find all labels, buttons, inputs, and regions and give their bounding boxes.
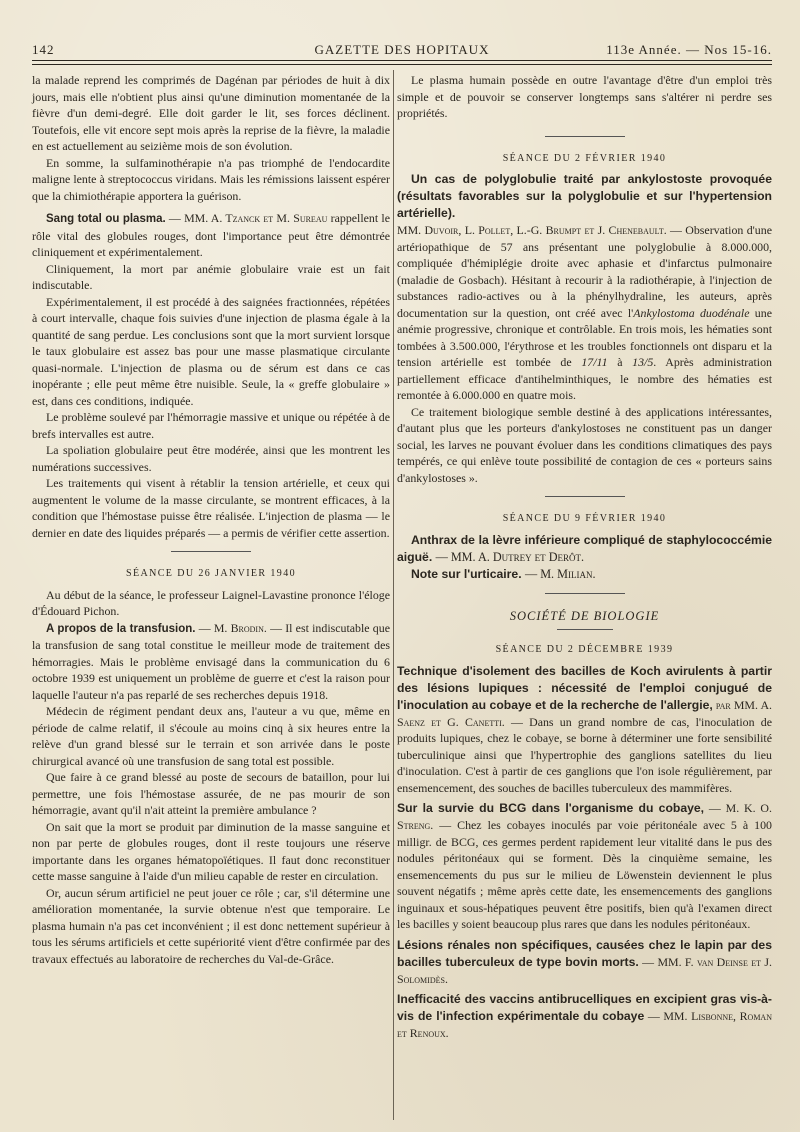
section-separator: [545, 136, 625, 137]
article-title: Inefficacité des vaccins antibrucelliques en excipient gras vis-à-vis de l'infection expérimentale du cobaye: [397, 992, 772, 1023]
society-rule: [557, 629, 613, 630]
seance-heading: SÉANCE DU 26 JANVIER 1940: [126, 568, 296, 579]
section-separator: [545, 496, 625, 497]
article-authors: — MM. A. Dutrey et Derôt.: [435, 549, 585, 564]
article-title: Sur la survie du BCG dans l'organisme du cobaye,: [397, 801, 705, 815]
section-separator: [545, 593, 625, 594]
seance-heading: SÉANCE DU 9 FÉVRIER 1940: [502, 513, 667, 524]
article-title: Technique d'isolement des bacilles de Koch avirulents à partir des lésions lupiques : nécessité de l'emploi conjugué de l'inoculation au cobaye et de la recherche de l'allergie,: [397, 663, 772, 712]
article-title: Note sur l'urticaire.: [411, 566, 522, 581]
paragraph: Les traitements qui visent à rétablir la tension artérielle, et ceux qui augmentent le volume de la masse circulante, se montrent efficaces, à la condition que l'hémostase puisse être réalisée. L'injection de plasma — le dernier en date des liquides préparés — a permis de vérifier cette assertion.: [32, 476, 390, 540]
article-body: — Chez les cobayes inoculés par voie péritonéale avec 5 à 100 milligr. de BCG, ces germes perdent rapidement leur vitalité dans le pus des nodules péritonéaux qui se forment. Dès la cinquième semaine, les ensemencements du pus sur le milieu de Löwenstein deviennent le plus souvent négatifs ; même après cette date, les ensemencements des ganglions inguinaux et sous-hépatiques peuvent être positifs, bien qu'à l'examen direct les bacilles y soient beaucoup plus rares que dans les nodules péritonéaux.: [397, 818, 772, 931]
article-urticaire: [397, 566, 772, 583]
article-authors: — M. K. O. Streng.: [397, 801, 772, 832]
seance-heading: SÉANCE DU 2 FÉVRIER 1940: [502, 152, 667, 164]
body-text: — Observation d'une artériopathique de 57 ans présentant une polyglobulie à 8.000.000, compliquée d'hémiplégie droite avec aphasie et d'infarctus pulmonaire (maladie de Gosbach). Hésitant à recourir à la radiothérapie, à l'injection de substances radio-actives ou à la phénylhydraline, les auteurs, après documentation sur la question, ont créé avec l': [397, 223, 772, 320]
paragraph: On sait que la mort se produit par diminution de la masse sanguine et non par perte de globules rouges, dont il reste toujours une réserve importante dans les organes hématopoïétiques. Il faut donc reconstituer cette masse sanguine à l'aide d'un milieu capable de rester en circulation.: [32, 819, 390, 883]
right-column: [397, 72, 772, 1042]
article-title: Sang total ou plasma.: [46, 213, 166, 225]
tension-before: 17/11: [581, 355, 608, 369]
article-anthrax: [397, 532, 772, 566]
article-title: Anthrax de la lèvre inférieure compliqué de staphylococcémie aiguë.: [397, 532, 772, 564]
article-body: — Dans un grand nombre de cas, l'inoculation de produits lupiques, chez le cobaye, se borne à déterminer une forte sensibilité tuberculinique ainsi que l'hypertrophie des ganglions satellites du lieu d'inoculation. C'est à partir de ces ganglions que l'on isole régulièrement, par ensemencement, des souches de bacilles tuberculeux des mammifères.: [397, 714, 772, 795]
article-authors: par MM. A. Saenz et G. Canetti.: [397, 697, 773, 729]
article-intro: rappellent le rôle vital des globules rouges, dont l'importance peut être démontrée cliniquement et expérimentalement.: [32, 211, 391, 259]
paragraph: Le problème soulevé par l'hémorragie massive et unique ou répétée à de brefs intervalles est autre.: [32, 410, 390, 441]
article-vaccins: [397, 991, 772, 1042]
left-column: [32, 72, 390, 967]
issue-number: 113e Année. — Nos 15-16.: [606, 42, 772, 57]
seance-heading: SÉANCE DU 2 DÉCEMBRE 1939: [495, 644, 674, 655]
body-text: . Après administration partiellement efficace d'antihelminthiques, le nombre des hématies est remontée à 6.000.000 en quatre mois.: [397, 355, 773, 402]
paragraph: Que faire à ce grand blessé au poste de secours de bataillon, pour lui permettre, une fois l'hémostase assurée, de ne pas mourir de son hémorragie, avant qu'il n'ait atteint la première ambulance ?: [32, 770, 390, 817]
article-sang-total: Sang total ou plasma. — MM. A. Tzanck et M. Sureau rappellent le rôle vital des globules rouges, dont l'importance peut être démontrée cliniquement et expérimentalement.: [32, 211, 391, 259]
paragraph: Au début de la séance, le professeur Laignel-Lavastine prononce l'éloge d'Édouard Pichon.: [32, 587, 390, 618]
paragraph: En somme, la sulfaminothérapie n'a pas triomphé de l'endocardite maligne lente à streptococcus viridans. Mais les rémissions laissent espérer que la chimiothérapie apportera la guérison.: [32, 155, 390, 203]
article-title: A propos de la transfusion.: [46, 622, 196, 635]
article-title: Lésions rénales non spécifiques, causées chez le lapin par des bacilles tuberculeux de type bovin morts.: [397, 937, 772, 969]
article-authors: — M. Milian.: [524, 566, 596, 581]
article-authors: — MM. Lisbonne, Roman et Renoux.: [397, 1009, 772, 1040]
article-authors: M. Brodin.: [213, 620, 267, 635]
paragraph: Expérimentalement, il est procédé à des saignées fractionnées, répétées à court intervalle, chaque fois suivies d'une injection de plasma égale à la quantité de sang perdue. Les conclusions sont que la mort survient lorsque le taux globulaire est assez bas pour une masse plasmatique circulante quasi-normale. L'injection de plasma ou de sérum est dans ce cas inopérante ; elle peut même être nuisible. Seule, la « greffe globulaire » est, dans ces conditions, indiquée.: [32, 294, 390, 408]
header-rule-top: [32, 60, 772, 61]
page-header: [32, 42, 772, 62]
paragraph: Médecin de régiment pendant deux ans, l'auteur a vu que, même en période de calme relatif, il s'écoule au moins cinq à six heures entre la relève d'un grand blessé sur le terrain et son arrivée dans le poste chirurgical avancé où une transfusion de sang total est possible.: [32, 704, 390, 768]
article-title: Un cas de polyglobulie traité par ankylostoste provoquée (résultats favorables sur la polyglobulie et sur l'hypertension artérielle).: [397, 172, 772, 220]
article-authors: — MM. F. van Deinse et J. Solomidès.: [397, 954, 772, 986]
body-text: à: [607, 355, 633, 369]
section-separator: [171, 551, 251, 552]
paragraph: La spoliation globulaire peut être modérée, ainsi que les montrent les numérations successives.: [32, 443, 390, 474]
article-body: [397, 222, 772, 404]
column-divider: [393, 70, 394, 1120]
article-authors: MM. Duvoir, L. Pollet, L.-G. Brumpt et J. Chenebault.: [397, 223, 667, 237]
tension-after: 13/5: [632, 355, 654, 369]
paragraph: Ce traitement biologique semble destiné à des applications intéressantes, d'autant plus que les porteurs d'ankylostoses ne constituent pas un danger social, les larves ne pouvant évoluer dans les conditions climatiques des pays tempérés, ce qui enlève toute possibilité de contagion de ces « porteurs sains d'ankylostoses ».: [397, 404, 772, 485]
paragraph: la malade reprend les comprimés de Dagénan par périodes de huit à dix jours, mais elle n'obtient plus ainsi qu'une diminution momentanée de la fièvre d'un demi-degré. Elle doit garder le lit, ses forces déclinent. Toutefois, elle vit encore sept mois après la reprise de la fièvre, la maladie en est actuellement au seizième mois de son évolution.: [32, 73, 390, 153]
journal-title: GAZETTE DES HOPITAUX: [314, 42, 490, 57]
society-heading: SOCIÉTÉ DE BIOLOGIE: [509, 608, 660, 623]
paragraph: Or, aucun sérum artificiel ne peut jouer ce rôle ; car, s'il détermine une amélioration momentanée, la survie obtenue n'est que temporaire. Le plasma humain n'a pas cet inconvénient ; il est donc nettement supérieur à tous les sérums artificiels et cette supériorité vient d'être confirmée par des travaux effectués au laboratoire de recherches du Val-de-Grâce.: [32, 885, 390, 966]
article-bcg: [397, 800, 772, 933]
article-intro: — Il est indiscutable que la transfusion de sang total constitue le meilleur mode de traitement des hémorragies. Mais le problème envisagé dans la communication du 6 octobre 1939 est uniquement un problème de guerre et c'est la raison pour laquelle l'auteur n'a pas reparlé de ses recherches depuis 1918.: [32, 620, 390, 702]
article-transfusion: A propos de la transfusion. — M. Brodin. — Il est indiscutable que la transfusion de sang total constitue le meilleur mode de traitement des hémorragies. Mais le problème envisagé dans la communication du 6 octobre 1939 est uniquement un problème de guerre et c'est la raison pour laquelle l'auteur n'a pas reparlé de ses recherches depuis 1918.: [32, 620, 390, 702]
paragraph: Le plasma humain possède en outre l'avantage d'être d'un emploi très simple et de pouvoir se conserver longtemps sans s'altérer ni perdre ses propriétés.: [397, 73, 772, 120]
article-authors: MM. A. Tzanck et M. Sureau: [184, 211, 328, 225]
species-name: Ankylostoma duodénale: [633, 305, 750, 320]
page-number: 142: [32, 42, 55, 57]
article-lesions-renales: [397, 937, 772, 988]
body-text: une anémie progressive, chronique et contrôlable. En trois mois, les hématies sont tombées à 3.500.000, l'érythrose et les troubles fonctionnels ont disparu et la tension artérielle est tombée de: [397, 305, 772, 369]
paragraph: Cliniquement, la mort par anémie globulaire vraie est un fait indiscutable.: [32, 261, 390, 292]
header-rule-bottom: [32, 64, 772, 65]
article-koch: [397, 663, 772, 797]
